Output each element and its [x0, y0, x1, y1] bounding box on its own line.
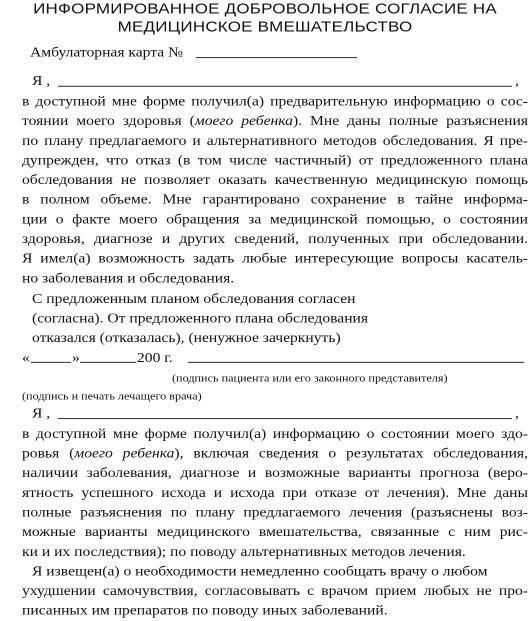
section1-line-5: обследования не позволяет оказать качественную медицинскую помощь [22, 172, 528, 188]
section1-line-1: в доступной мне форме получил(а) предварительную информацию о сос- [22, 93, 528, 110]
section2-line-6: можные варианты медицинского вмешательства, связанные с ним рис- [22, 524, 528, 540]
section2-name-field[interactable] [58, 418, 512, 419]
section1-line-6: в полном объеме. Мне гарантировано сохранение в тайне информа- [22, 192, 528, 208]
section1-ya: Я , [32, 73, 51, 89]
date-year-label: 200 г. [137, 350, 173, 366]
form-title-line-1: ИНФОРМИРОВАННОЕ ДОБРОВОЛЬНОЕ СОГЛАСИЕ НА [33, 0, 497, 17]
section2-line-9: ухудшении самочувствия, согласовывать с врачом прием любых не про- [22, 583, 528, 599]
section1-line-3: по плану предлагаемого и альтернативного методов обследования. Я пре- [22, 133, 528, 149]
card-number-label [30, 43, 530, 63]
section2-line-5: полные разъяснения по плану предлагаемого лечения (разъяснены воз- [22, 504, 528, 521]
date-month-field[interactable] [80, 362, 136, 363]
form-title-line-2: МЕДИЦИНСКОЕ ВМЕШАТЕЛЬСТВО [117, 17, 413, 35]
section2-line-2a: ровья ( [22, 445, 75, 462]
section1-name-field[interactable] [58, 86, 512, 87]
section2-line-3: наличии заболевания, диагнозе и возможные варианты прогноза (веро- [22, 465, 528, 481]
section1-line-4: дупрежден, что отказ (в том числе частичный) от предложенного плана [22, 152, 528, 168]
doctor-signature-caption: (подпись и печать лечащего врача) [22, 389, 202, 403]
section2-comma: , [515, 405, 519, 421]
card-label-text: Амбулаторная карта № [30, 44, 183, 60]
section1-line-7: ции о факте моего обращения за медицинской помощью, о состоянии [22, 211, 528, 227]
section2-line-7: ки и их последствия); по поводу альтернативных методов лечения. [22, 544, 466, 560]
section2-line-4: ятность успешного исхода и исхода при отказе от лечения). Мне даны [22, 485, 528, 501]
date-open-quote: « [22, 350, 30, 366]
consent-line-1: С предложенным планом обследования согласен [32, 291, 356, 307]
patient-signature-field[interactable] [188, 362, 524, 363]
section2-line-10: писанных им препаратов по поводу иных заболеваний. [22, 603, 388, 619]
section1-line-9: Я имел(а) возможность задать любые интересующие вопросы касатель- [22, 251, 528, 267]
section1-line-2 [22, 112, 528, 132]
section2-line-2 [22, 444, 528, 464]
patient-signature-caption: (подпись пациента или его законного представителя) [172, 371, 448, 385]
consent-line-2: (согласна). От предложенного плана обследования [32, 310, 369, 327]
section1-line-8: здоровья, диагнозе и других сведений, полученных при обследовании. [22, 231, 528, 247]
section1-line-2a: тоянии моего здоровья ( [22, 113, 195, 129]
card-number-field[interactable] [196, 57, 357, 58]
consent-line-3: отказался (отказалась), (ненужное зачеркнуть) [32, 330, 341, 346]
date-day-field[interactable] [31, 362, 71, 363]
section1-line-10: но заболевания и обследования. [22, 270, 235, 286]
section2-my-child: моего ребенка [74, 445, 175, 462]
section2-line-1: в доступной мне форме получил(а) информацию о состоянии моего здо- [22, 426, 528, 442]
section2-line-8: Я извещен(а) о необходимости немедленно сообщать врачу о любом [32, 563, 488, 580]
section2-ya: Я , [32, 405, 51, 421]
section1-comma: , [515, 73, 519, 89]
date-close-quote: » [72, 350, 80, 366]
section1-my-child: моего ребенка [194, 113, 293, 129]
section1-line-2c: ). Мне даны полные разъяснения [292, 113, 529, 129]
section2-line-2c: ), включая сведения о результатах обследования, [174, 445, 528, 462]
